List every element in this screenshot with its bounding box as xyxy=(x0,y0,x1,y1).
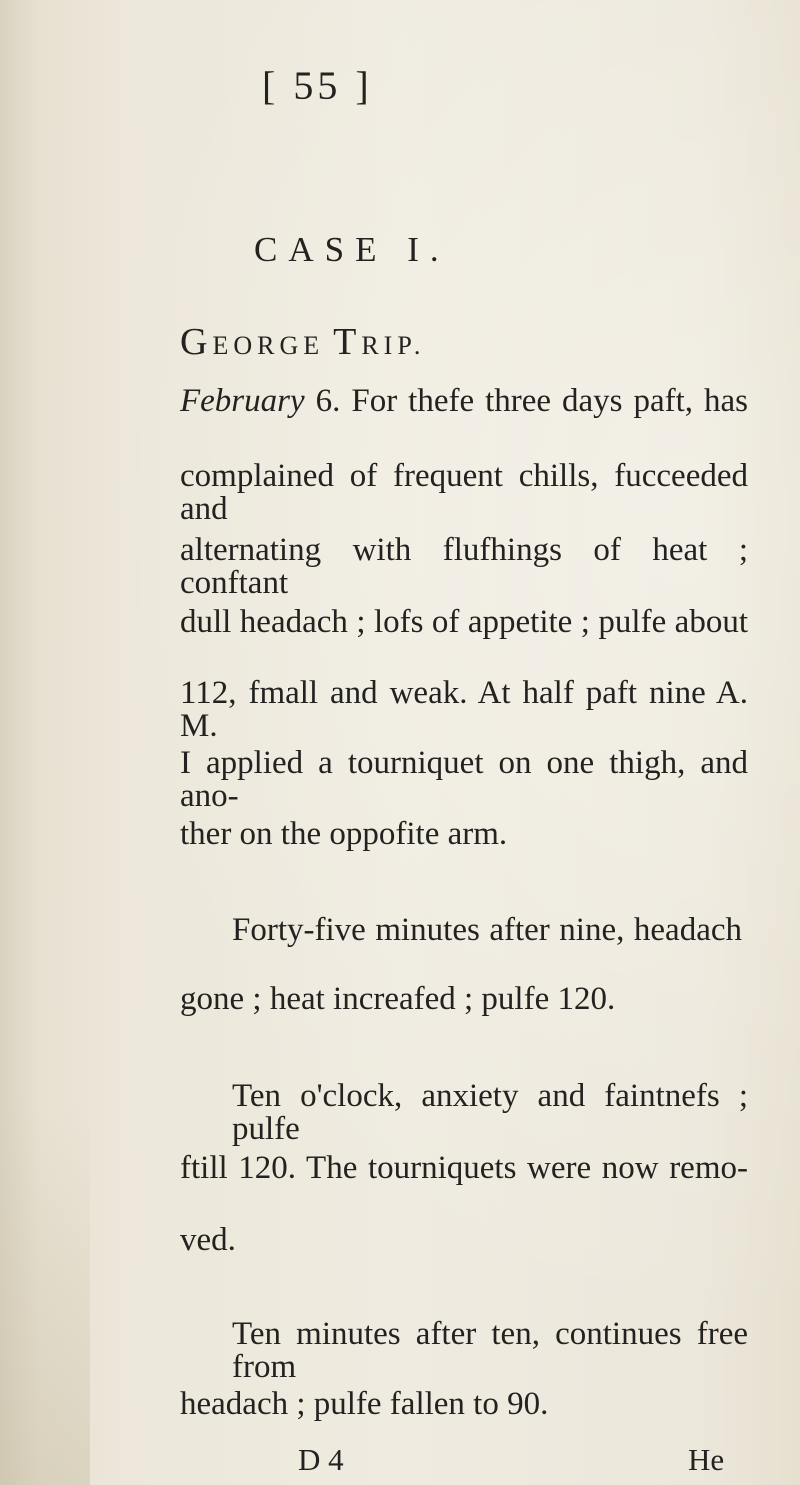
text-line: ftill 120. The tourniquets were now remo- xyxy=(180,1150,748,1186)
text-line: Ten minutes after ten, continues free from xyxy=(232,1316,748,1385)
text-line-content: 6. For thefe three days paft, has xyxy=(304,383,748,419)
text-line: headach ; pulfe fallen to 90. xyxy=(180,1386,549,1422)
entry-date: February xyxy=(180,383,305,419)
text-line xyxy=(180,385,748,418)
text-line: I applied a tourniquet on one thigh, and ano- xyxy=(180,745,748,814)
patient-name xyxy=(180,320,425,364)
text-line: dull headach ; lofs of appetite ; pulfe about xyxy=(180,604,748,640)
page-number: [ 55 ] xyxy=(262,63,373,108)
text-line: 112, fmall and weak. At half paft nine A. M. xyxy=(180,675,748,744)
text-line: Forty-five minutes after nine, headach xyxy=(232,912,742,948)
patient-surname-initial: T xyxy=(333,321,362,363)
text-line: Ten o'clock, anxiety and faintnefs ; pulfe xyxy=(232,1078,748,1147)
text-line: alternating with flufhings of heat ; conftant xyxy=(180,532,748,601)
text-line: ved. xyxy=(180,1222,236,1258)
catchword: He xyxy=(688,1442,725,1477)
text-line: gone ; heat increafed ; pulfe 120. xyxy=(180,981,616,1017)
patient-name-rest: EORGE xyxy=(212,331,325,360)
patient-surname-rest: RIP. xyxy=(361,331,426,360)
text-line: ther on the oppofite arm. xyxy=(180,816,508,852)
signature-mark: D 4 xyxy=(298,1442,344,1477)
case-heading: CASE I. xyxy=(254,230,450,269)
patient-name-initial: G xyxy=(180,321,213,363)
text-line: complained of frequent chills, fucceeded and xyxy=(180,458,748,527)
